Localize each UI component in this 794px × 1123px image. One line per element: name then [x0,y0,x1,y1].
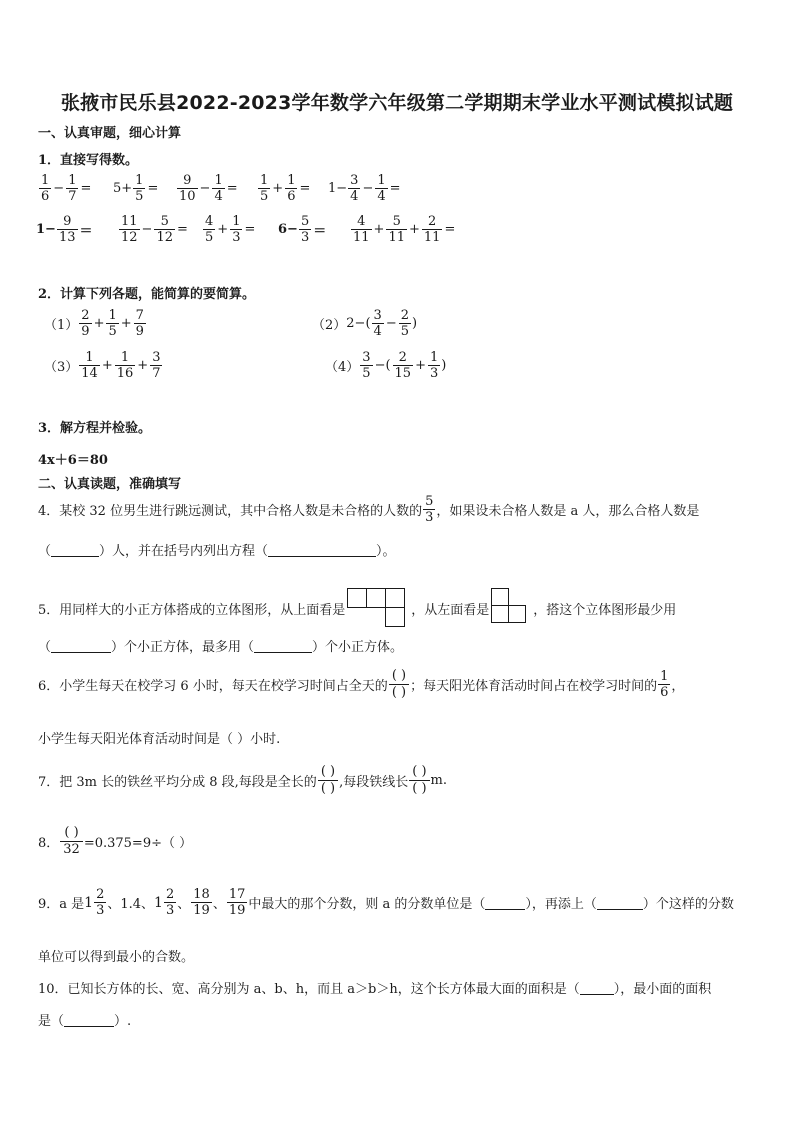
q1-row-2-item-5: $\frac{4}{11}$ + $\frac{5}{11}$ + $\frac{2}{11}$ = [353,214,456,245]
q1-row-1-item-5: 1− $\frac{3}{4}$ − $\frac{1}{4}$ = [328,173,401,204]
left-view-figure [491,588,531,628]
answer-fraction-blank[interactable]: $\frac{( )}{( )}$ [409,764,429,797]
fraction: $\frac{3}{4}$ [350,173,359,204]
question-7: 7．把 3m 长的铁丝平均分成 8 段,每段是全长的 $\frac{( )}{( )}$ ,每段铁线长 $\frac{( )}{( )}$ m. [38,764,447,796]
fraction: $\frac{1}{6}$ [287,173,296,204]
answer-blank[interactable] [485,896,525,910]
q1-row-1-item-3: $\frac{9}{10}$ − $\frac{1}{4}$ = [179,173,238,204]
section-2-heading: 二、认真读题，准确填写 [38,477,182,492]
fraction: $\frac{1}{4}$ [214,173,223,204]
fraction: $\frac{5}{11}$ [388,214,405,245]
q1-row-1-item-2: 5+ $\frac{1}{5}$ = [113,173,159,204]
fraction: $\frac{3}{7}$ [152,350,161,381]
fraction: $\frac{17}{19}$ [228,887,246,918]
fraction: $\frac{1}{3}$ [232,214,241,245]
answer-blank[interactable] [268,543,376,557]
question-6: 6．小学生每天在校学习 6 小时，每天在校学习时间占全天的 $\frac{( )}{( )}$ ；每天阳光体育活动时间占在校学习时间的 $\frac{1}{6}$ ， [38,668,685,700]
fraction: $\frac{18}{19}$ [193,887,210,918]
q1-row-1: $\frac{1}{6}$ − $\frac{1}{7}$ = [41,173,92,204]
fraction: $\frac{1}{5}$ [260,173,269,204]
q2-part-1: （1） $\frac{2}{9}$ + $\frac{1}{5}$ + $\frac{7}{9}$ [44,308,144,339]
q3-equation: 4x＋6＝80 [38,453,108,468]
top-view-figure [347,588,409,628]
page-title: 张掖市民乐县2022-2023学年数学六年级第二学期期末学业水平测试模拟试题 [60,92,734,114]
fraction: $\frac{1}{6}$ [660,669,669,700]
question-1: 1．直接写得数。 [38,153,139,168]
fraction: $\frac{2}{11}$ [423,214,441,245]
fraction: $\frac{1}{5}$ [135,173,144,204]
answer-fraction-blank[interactable]: $\frac{( )}{( )}$ [389,668,409,701]
fraction: $\frac{7}{9}$ [135,308,144,339]
question-10-line-2: 是（ ）. [38,1014,132,1029]
q1-row-1-item-4: $\frac{1}{5}$ + $\frac{1}{6}$ = [260,173,311,204]
fraction: $\frac{1}{5}$ [108,308,117,339]
answer-fraction-blank[interactable]: $\frac{( )}{( )}$ [318,764,338,797]
fraction: $\frac{1}{14}$ [81,350,98,381]
fraction: $\frac{3}{4}$ [373,308,382,339]
question-4: 4．某校 32 位男生进行跳远测试，其中合格人数是未合格的人数的 $\frac{5}{3}$ ，如果设未合格人数是 a 人，那么合格人数是 [38,494,700,525]
q1-row-2-item-4: 6− $\frac{5}{3}$ ＝ [278,214,327,245]
question-3: 3．解方程并检验。 [38,421,152,436]
answer-blank[interactable] [597,896,643,910]
question-8: 8． $\frac{( )}{32}$ =0.375=9÷（ ） [38,825,193,857]
fraction: $\frac{1}{16}$ [116,350,134,381]
q1-row-2-item-2: $\frac{11}{12}$ − $\frac{5}{12}$ = [121,214,188,245]
fraction: $\frac{2}{5}$ [400,308,409,339]
fraction: $\frac{5}{3}$ [300,214,310,245]
fraction: $\frac{4}{5}$ [205,214,214,245]
question-6-line-2: 小学生每天阳光体育活动时间是（ ）小时. [38,732,281,747]
answer-blank[interactable] [254,639,312,653]
fraction: $\frac{1}{3}$ [429,350,439,381]
fraction: $\frac{1}{6}$ [41,173,50,204]
fraction: $\frac{4}{11}$ [353,214,370,245]
q1-row-2-item-3: $\frac{4}{5}$ + $\frac{1}{3}$ = [205,214,256,245]
answer-blank[interactable] [64,1013,114,1027]
fraction: $\frac{2}{15}$ [394,350,412,381]
q1-row-2-item-1: 1− $\frac{9}{13}$ ＝ [36,214,93,245]
answer-blank[interactable] [51,543,99,557]
question-2: 2．计算下列各题，能简算的要简算。 [38,287,256,302]
fraction: $\frac{11}{12}$ [121,214,138,245]
answer-blank[interactable] [580,981,614,995]
fraction: $\frac{2}{9}$ [81,308,90,339]
question-10: 10．已知长方体的长、宽、高分别为 a、b、h，而且 a＞b＞h，这个长方体最大面的面积是（ ），最小面的面积 [38,982,712,997]
fraction: $\frac{5}{12}$ [156,214,173,245]
q2-part-4: （4） $\frac{3}{5}$ −( $\frac{2}{15}$ + $\frac{1}{3}$ ) [325,350,447,381]
section-1-heading: 一、认真审题，细心计算 [38,126,182,141]
fraction: $\frac{9}{10}$ [179,173,196,204]
fraction: $\frac{5}{3}$ [425,494,434,525]
question-9-line-2: 单位可以得到最小的合数。 [38,950,195,965]
question-5-line-2: （ ）个小正方体，最多用（ ）个小正方体。 [38,640,404,655]
question-4-line-2: （ ）人，并在括号内列出方程（ ）。 [38,544,396,559]
q2-part-3: （3） $\frac{1}{14}$ + $\frac{1}{16}$ + $\frac{3}{7}$ [44,350,161,381]
fraction: $\frac{3}{5}$ [362,350,371,381]
answer-blank[interactable] [51,639,111,653]
answer-fraction-blank[interactable]: $\frac{( )}{32}$ [60,825,83,858]
fraction: $\frac{1}{7}$ [68,173,77,204]
fraction: $\frac{2}{3}$ [165,887,175,918]
fraction: $\frac{2}{3}$ [96,887,105,918]
fraction: $\frac{1}{4}$ [377,173,386,204]
q2-part-2: （2） 2−( $\frac{3}{4}$ − $\frac{2}{5}$ ) [312,308,418,339]
fraction: $\frac{9}{13}$ [58,214,76,245]
question-9: 9．a 是 1 $\frac{2}{3}$ 、1.4、 1 $\frac{2}{3}$ 、 $\frac{18}{19}$ 、 $\frac{17}{19}$ 中最大的那个分数，则 a 的分数单位是（ ），再添上（ ）个这样的分数 [38,887,734,918]
question-5: 5．用同样大的小正方体搭成的立体图形，从上面看是 ，从左面看是 ，搭这个立体图形最少用 [38,588,676,628]
